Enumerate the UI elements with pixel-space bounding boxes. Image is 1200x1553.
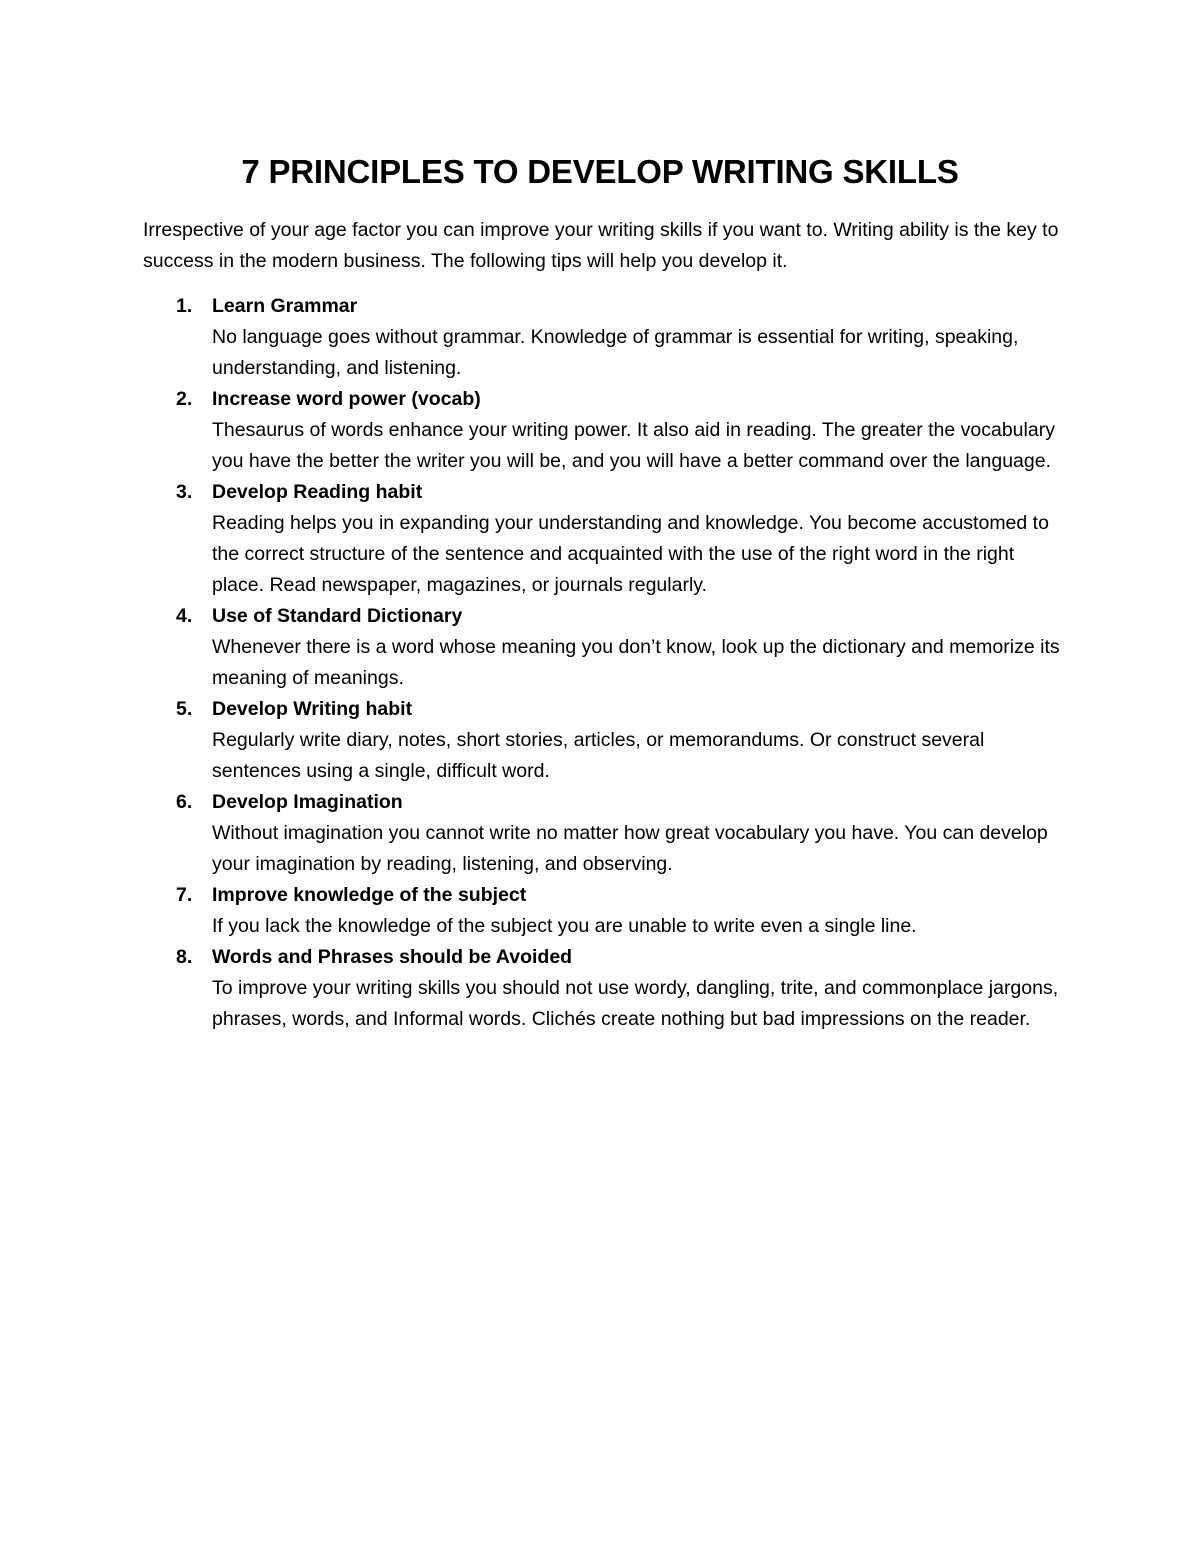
item-description: If you lack the knowledge of the subject you are unable to write even a single line. bbox=[212, 915, 917, 937]
list-item bbox=[143, 384, 1063, 477]
item-description: Regularly write diary, notes, short stories, articles, or memorandums. Or construct several sentences using a single, difficult word. bbox=[212, 729, 985, 782]
item-number: 6. bbox=[176, 791, 193, 813]
principles-list bbox=[143, 291, 1063, 1035]
item-number: 1. bbox=[176, 295, 193, 317]
item-number: 3. bbox=[176, 481, 193, 503]
item-description: No language goes without grammar. Knowledge of grammar is essential for writing, speaking, understanding, and listening. bbox=[212, 326, 1019, 379]
list-item bbox=[143, 880, 1063, 942]
item-number: 2. bbox=[176, 388, 193, 410]
intro-paragraph: Irrespective of your age factor you can improve your writing skills if you want to. Writing ability is the key to success in the modern business. The following tips will help you develop it. bbox=[143, 219, 1059, 272]
list-item bbox=[143, 477, 1063, 601]
item-heading: Develop Imagination bbox=[212, 791, 403, 813]
item-heading: Learn Grammar bbox=[212, 295, 358, 317]
item-heading: Develop Writing habit bbox=[212, 698, 413, 720]
item-number: 8. bbox=[176, 946, 193, 968]
list-item bbox=[143, 291, 1063, 384]
item-number: 4. bbox=[176, 605, 193, 627]
item-description: Thesaurus of words enhance your writing power. It also aid in reading. The greater the vocabulary you have the better the writer you will be, and you will have a better command over the language. bbox=[212, 419, 1055, 472]
list-item bbox=[143, 694, 1063, 787]
item-description: Whenever there is a word whose meaning you don’t know, look up the dictionary and memorize its meaning of meanings. bbox=[212, 636, 1060, 689]
item-heading: Develop Reading habit bbox=[212, 481, 423, 503]
page-title: 7 PRINCIPLES TO DEVELOP WRITING SKILLS bbox=[241, 153, 959, 190]
item-number: 5. bbox=[176, 698, 193, 720]
item-heading: Improve knowledge of the subject bbox=[212, 884, 527, 906]
item-number: 7. bbox=[176, 884, 193, 906]
list-item bbox=[143, 942, 1063, 1035]
item-heading: Use of Standard Dictionary bbox=[212, 605, 463, 627]
item-heading: Increase word power (vocab) bbox=[212, 388, 481, 410]
list-item bbox=[143, 601, 1063, 694]
item-description: To improve your writing skills you should not use wordy, dangling, trite, and commonplace jargons, phrases, words, and Informal words. Clichés create nothing but bad impressions on the reader. bbox=[212, 977, 1059, 1030]
item-heading: Words and Phrases should be Avoided bbox=[212, 946, 573, 968]
item-description: Without imagination you cannot write no matter how great vocabulary you have. You can develop your imagination by reading, listening, and observing. bbox=[212, 822, 1048, 875]
list-item bbox=[143, 787, 1063, 880]
item-description: Reading helps you in expanding your understanding and knowledge. You become accustomed to the correct structure of the sentence and acquainted with the use of the right word in the right place. Read newspaper, magazines, or journals regularly. bbox=[212, 512, 1049, 596]
